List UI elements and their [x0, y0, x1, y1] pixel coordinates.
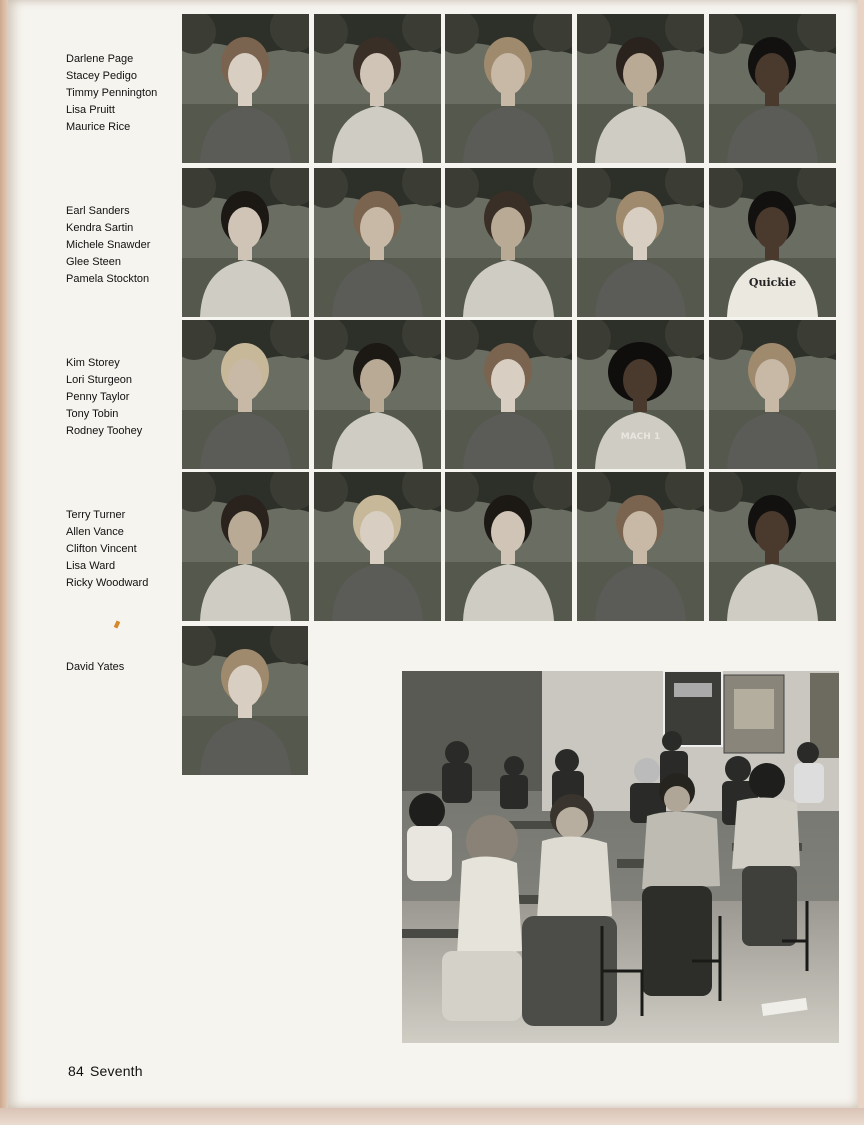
- student-name: Clifton Vincent: [66, 543, 137, 555]
- student-portrait: [182, 14, 309, 163]
- student-name: Lori Sturgeon: [66, 374, 133, 386]
- student-portrait: [709, 168, 836, 317]
- student-portrait: [577, 472, 704, 621]
- page-bottom-edge: [0, 1108, 864, 1125]
- classroom-group-photo: [402, 671, 839, 1043]
- page-number: 84: [68, 1063, 84, 1079]
- student-name: Ricky Woodward: [66, 577, 149, 589]
- name-list-row-3: [66, 355, 176, 440]
- student-name: Darlene Page: [66, 53, 134, 65]
- section-title: Seventh: [89, 1063, 143, 1079]
- student-name: Rodney Toohey: [66, 425, 143, 437]
- student-portrait: [314, 472, 441, 621]
- student-portrait: [709, 320, 836, 469]
- name-list-row-2: [66, 203, 176, 288]
- name-list-row-4: [66, 507, 176, 592]
- student-name: Lisa Pruitt: [66, 104, 115, 116]
- student-name: Tony Tobin: [66, 408, 119, 420]
- student-name: David Yates: [66, 661, 125, 673]
- student-portrait: [445, 14, 572, 163]
- student-name: Stacey Pedigo: [66, 70, 137, 82]
- student-portrait: [577, 168, 704, 317]
- student-name: Maurice Rice: [66, 121, 131, 133]
- student-portrait: [445, 472, 572, 621]
- shirt-text: Quickie: [748, 276, 797, 289]
- student-name: Kendra Sartin: [66, 222, 134, 234]
- student-portrait: [709, 14, 836, 163]
- student-name: Earl Sanders: [66, 205, 130, 217]
- student-portrait: [445, 320, 572, 469]
- student-portrait: [314, 168, 441, 317]
- student-name: Kim Storey: [66, 357, 120, 369]
- name-list-row-1: [66, 51, 176, 136]
- student-portrait: [182, 472, 309, 621]
- student-portrait: [577, 320, 704, 469]
- student-portrait: [314, 14, 441, 163]
- student-name: Glee Steen: [66, 256, 122, 268]
- student-name: Pamela Stockton: [66, 273, 150, 285]
- student-name: Lisa Ward: [66, 560, 116, 572]
- student-name: Terry Turner: [66, 509, 126, 521]
- shirt-text: MACH 1: [620, 432, 661, 442]
- student-name: Allen Vance: [66, 526, 124, 538]
- student-portrait: [577, 14, 704, 163]
- page-footer: [68, 1063, 149, 1079]
- student-portrait: [182, 168, 309, 317]
- student-name: Penny Taylor: [66, 391, 130, 403]
- student-portrait: [709, 472, 836, 621]
- student-name: Timmy Pennington: [66, 87, 158, 99]
- student-portrait: [314, 320, 441, 469]
- classroom-scene: [402, 671, 839, 1043]
- name-list-row-5: [66, 659, 176, 676]
- student-portrait: [182, 320, 309, 469]
- student-portrait: [182, 626, 308, 775]
- student-name: Michele Snawder: [66, 239, 151, 251]
- student-portrait: [445, 168, 572, 317]
